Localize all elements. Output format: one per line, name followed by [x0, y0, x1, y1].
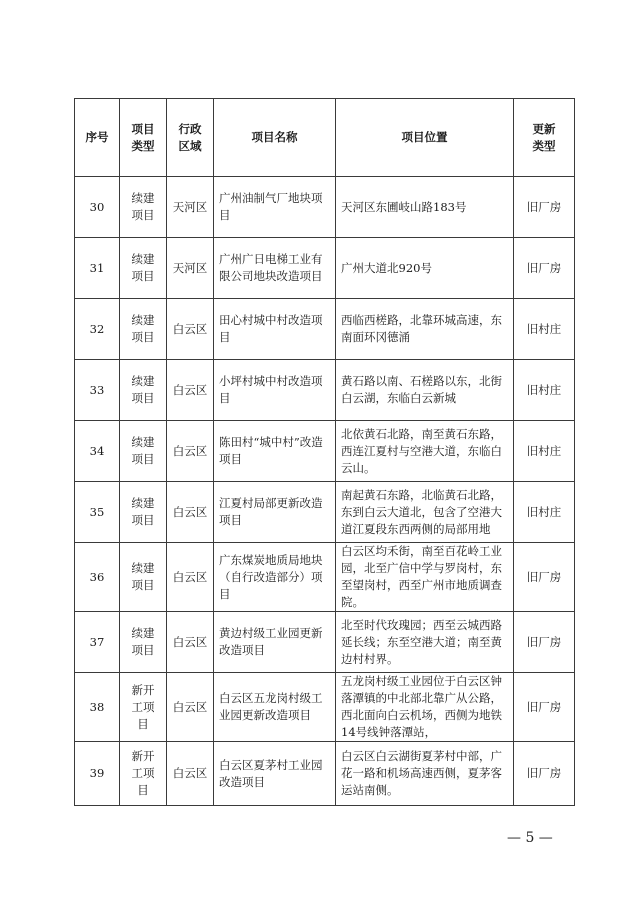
- cell-no: 34: [75, 421, 120, 482]
- cell-update: 旧村庄: [514, 421, 575, 482]
- cell-name: 陈田村“城中村”改造项目: [214, 421, 336, 482]
- cell-update: 旧厂房: [514, 612, 575, 673]
- cell-update: 旧厂房: [514, 742, 575, 806]
- cell-location: 西临西槎路，北靠环城高速，东南面环冈德涌: [336, 299, 514, 360]
- cell-location: 白云区均禾街，南至百花岭工业园，北至广信中学与罗岗村，东至望岗村，西至广州市地质调查院。: [336, 543, 514, 612]
- cell-update: 旧厂房: [514, 177, 575, 238]
- cell-location: 黄石路以南、石槎路以东，北街白云湖，东临白云新城: [336, 360, 514, 421]
- cell-no: 30: [75, 177, 120, 238]
- cell-location: 南起黄石东路，北临黄石北路，东到白云大道北，包含了空港大道江夏段东西两侧的局部用地: [336, 482, 514, 543]
- cell-type: 续建 项目: [120, 543, 167, 612]
- cell-district: 白云区: [167, 360, 214, 421]
- cell-name: 广东煤炭地质局地块（自行改造部分）项目: [214, 543, 336, 612]
- table-row: [75, 482, 575, 543]
- cell-name: 田心村城中村改造项目: [214, 299, 336, 360]
- cell-location: 北依黄石北路，南至黄石东路，西连江夏村与空港大道，东临白云山。: [336, 421, 514, 482]
- cell-no: 31: [75, 238, 120, 299]
- cell-type: 续建 项目: [120, 238, 167, 299]
- cell-location: 白云区白云湖街夏茅村中部，广花一路和机场高速西侧，夏茅客运站南侧。: [336, 742, 514, 806]
- header-project-type: 项目 类型: [120, 99, 167, 177]
- cell-name: 黄边村级工业园更新改造项目: [214, 612, 336, 673]
- cell-district: 白云区: [167, 742, 214, 806]
- cell-type: 续建 项目: [120, 299, 167, 360]
- table-row: [75, 177, 575, 238]
- cell-no: 33: [75, 360, 120, 421]
- table-row: [75, 238, 575, 299]
- cell-no: 37: [75, 612, 120, 673]
- cell-no: 36: [75, 543, 120, 612]
- table-row: [75, 421, 575, 482]
- cell-name: 白云区五龙岗村级工业园更新改造项目: [214, 673, 336, 742]
- cell-district: 天河区: [167, 238, 214, 299]
- header-no: 序号: [75, 99, 120, 177]
- cell-district: 天河区: [167, 177, 214, 238]
- cell-location: 天河区东圃岐山路183号: [336, 177, 514, 238]
- cell-update: 旧厂房: [514, 543, 575, 612]
- cell-district: 白云区: [167, 421, 214, 482]
- page-number: — 5 —: [507, 830, 553, 846]
- cell-name: 广州油制气厂地块项目: [214, 177, 336, 238]
- cell-type: 续建 项目: [120, 360, 167, 421]
- cell-name: 江夏村局部更新改造项目: [214, 482, 336, 543]
- header-project-name: 项目名称: [214, 99, 336, 177]
- cell-type: 新开 工项 目: [120, 673, 167, 742]
- cell-name: 广州广日电梯工业有限公司地块改造项目: [214, 238, 336, 299]
- cell-no: 35: [75, 482, 120, 543]
- cell-location: 五龙岗村级工业园位于白云区钟落潭镇的中北部北靠广从公路，西北面向白云机场，西侧为地铁14号线钟落潭站，: [336, 673, 514, 742]
- table-row: [75, 612, 575, 673]
- cell-update: 旧厂房: [514, 238, 575, 299]
- cell-type: 续建 项目: [120, 612, 167, 673]
- cell-update: 旧厂房: [514, 673, 575, 742]
- cell-district: 白云区: [167, 299, 214, 360]
- cell-district: 白云区: [167, 482, 214, 543]
- cell-type: 续建 项目: [120, 482, 167, 543]
- cell-type: 续建 项目: [120, 421, 167, 482]
- cell-district: 白云区: [167, 612, 214, 673]
- table-row: [75, 742, 575, 806]
- table-row: [75, 543, 575, 612]
- cell-name: 小坪村城中村改造项目: [214, 360, 336, 421]
- cell-district: 白云区: [167, 673, 214, 742]
- table-row: [75, 673, 575, 742]
- cell-name: 白云区夏茅村工业园改造项目: [214, 742, 336, 806]
- project-table: [74, 98, 575, 806]
- cell-type: 续建 项目: [120, 177, 167, 238]
- cell-update: 旧村庄: [514, 482, 575, 543]
- header-district: 行政 区域: [167, 99, 214, 177]
- cell-location: 北至时代玫瑰园；西至云城西路延长线；东至空港大道；南至黄边村村界。: [336, 612, 514, 673]
- cell-no: 32: [75, 299, 120, 360]
- cell-no: 38: [75, 673, 120, 742]
- cell-type: 新开 工项 目: [120, 742, 167, 806]
- header-row: [75, 99, 575, 177]
- cell-district: 白云区: [167, 543, 214, 612]
- table-row: [75, 299, 575, 360]
- cell-update: 旧村庄: [514, 360, 575, 421]
- cell-no: 39: [75, 742, 120, 806]
- cell-update: 旧村庄: [514, 299, 575, 360]
- cell-location: 广州大道北920号: [336, 238, 514, 299]
- table-row: [75, 360, 575, 421]
- header-project-location: 项目位置: [336, 99, 514, 177]
- header-update-type: 更新 类型: [514, 99, 575, 177]
